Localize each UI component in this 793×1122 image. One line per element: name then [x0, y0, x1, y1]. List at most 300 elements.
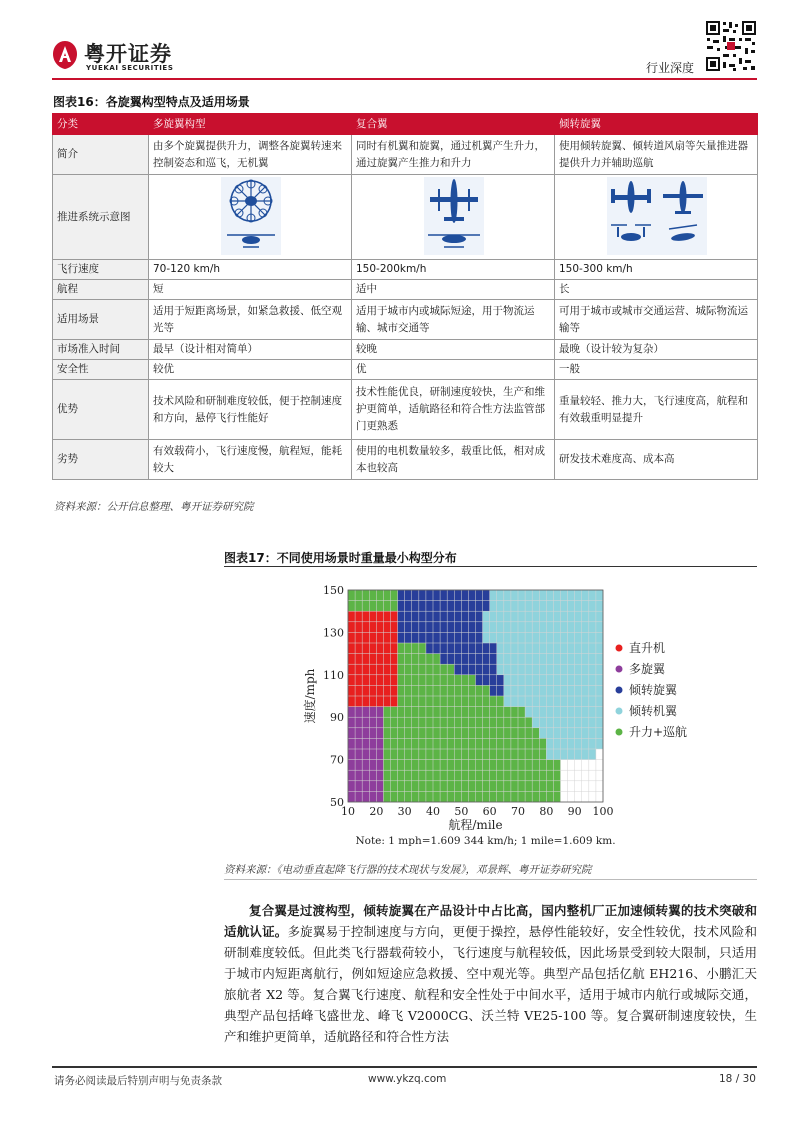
heatmap-cell [511, 675, 518, 686]
table-cell: 一般 [555, 360, 758, 380]
heatmap-cell [391, 696, 398, 707]
heatmap-cell [553, 770, 560, 781]
heatmap-cell [476, 728, 483, 739]
heatmap-cell [447, 622, 454, 633]
heatmap-cell [362, 781, 369, 792]
brand-logo-icon [52, 40, 78, 70]
heatmap-cell [348, 601, 355, 612]
heatmap-cell [454, 643, 461, 654]
heatmap-cell [447, 717, 454, 728]
paragraph-lead: 复合翼是过渡构型，倾转旋翼在产品设计中占比高，国内整机厂正加速倾转翼的技术突破和适航认证。 [224, 903, 757, 939]
heatmap-cell [575, 707, 582, 718]
heatmap-cell [483, 717, 490, 728]
heatmap-cell [483, 760, 490, 771]
heatmap-cell [426, 664, 433, 675]
heatmap-cell [412, 770, 419, 781]
heatmap-cell [405, 707, 412, 718]
table-row [53, 280, 758, 300]
heatmap-cell [582, 675, 589, 686]
heatmap-cell [582, 611, 589, 622]
heatmap-cell [561, 601, 568, 612]
heatmap-cell [468, 622, 475, 633]
table-cell: 70-120 km/h [149, 260, 352, 280]
heatmap-cell [412, 675, 419, 686]
heatmap-cell [348, 770, 355, 781]
heatmap-cell [596, 728, 603, 739]
table-cell: 优 [352, 360, 555, 380]
heatmap-cell [447, 707, 454, 718]
heatmap-cell [596, 696, 603, 707]
heatmap-cell [490, 664, 497, 675]
heatmap-cell [355, 675, 362, 686]
heatmap-cell [355, 622, 362, 633]
x-tick-label: 50 [454, 805, 469, 818]
heatmap-cell [391, 632, 398, 643]
heatmap-cell [461, 717, 468, 728]
heatmap-cell [391, 717, 398, 728]
heatmap-cell [447, 611, 454, 622]
heatmap-cell [391, 728, 398, 739]
heatmap-cell [440, 675, 447, 686]
heatmap-cell [504, 622, 511, 633]
heatmap-cell [454, 654, 461, 665]
heatmap-cell [589, 611, 596, 622]
heatmap-cell [362, 749, 369, 760]
heatmap-cell [476, 622, 483, 633]
heatmap-cell [504, 643, 511, 654]
row-category: 简介 [53, 135, 149, 175]
heatmap-cell [412, 717, 419, 728]
heatmap-cell [483, 654, 490, 665]
heatmap-cell [504, 728, 511, 739]
heatmap-cell [461, 770, 468, 781]
heatmap-cell [454, 728, 461, 739]
heatmap-cell [412, 601, 419, 612]
heatmap-cell [561, 590, 568, 601]
heatmap-cell [596, 664, 603, 675]
x-tick-label: 20 [369, 805, 384, 818]
heatmap-cell [539, 590, 546, 601]
heatmap-cell [376, 738, 383, 749]
heatmap-cell [412, 622, 419, 633]
heatmap-cell [398, 728, 405, 739]
heatmap-cell [532, 643, 539, 654]
heatmap-cell [405, 601, 412, 612]
heatmap-cell [447, 685, 454, 696]
heatmap-cell [398, 791, 405, 802]
heatmap-cell [525, 590, 532, 601]
heatmap-cell [589, 749, 596, 760]
table-cell: 150-200km/h [352, 260, 555, 280]
heatmap-cell [426, 696, 433, 707]
heatmap-cell [497, 622, 504, 633]
heatmap-cell [398, 760, 405, 771]
heatmap-cell [419, 707, 426, 718]
figure17-source: 资料来源：《电动垂直起降飞行器的技术现状与发展》，邓景辉、粤开证券研究院 [224, 864, 592, 876]
heatmap-cell [369, 654, 376, 665]
heatmap-cell [412, 685, 419, 696]
heatmap-cell [525, 654, 532, 665]
heatmap-cell [539, 654, 546, 665]
heatmap-cell [433, 622, 440, 633]
heatmap-cell [504, 749, 511, 760]
heatmap-cell [440, 760, 447, 771]
heatmap-cell [412, 590, 419, 601]
heatmap-cell [447, 738, 454, 749]
heatmap-cell [518, 760, 525, 771]
heatmap-cell [376, 696, 383, 707]
heatmap-cell [483, 590, 490, 601]
heatmap-cell [348, 707, 355, 718]
heatmap-cell [553, 717, 560, 728]
heatmap-cell [433, 738, 440, 749]
heatmap-cell [440, 770, 447, 781]
heatmap-cell [568, 611, 575, 622]
heatmap-cell [483, 622, 490, 633]
heatmap-cell [412, 749, 419, 760]
footer-website: www.ykzq.com [368, 1073, 447, 1085]
heatmap-cell [525, 749, 532, 760]
table-header-cell: 倾转旋翼 [555, 114, 758, 135]
heatmap-cell [497, 675, 504, 686]
heatmap-cell [553, 590, 560, 601]
heatmap-cell [461, 728, 468, 739]
table-header-cell: 分类 [53, 114, 149, 135]
heatmap-cell [490, 601, 497, 612]
heatmap-cell [483, 749, 490, 760]
heatmap-cell [362, 791, 369, 802]
heatmap-cell [461, 749, 468, 760]
heatmap-cell [539, 717, 546, 728]
heatmap-cell [355, 611, 362, 622]
heatmap-cell [518, 770, 525, 781]
heatmap-cell [391, 760, 398, 771]
heatmap-cell [405, 738, 412, 749]
heatmap-cell [440, 738, 447, 749]
heatmap-cell [568, 654, 575, 665]
heatmap-cell [355, 632, 362, 643]
heatmap-cell [546, 675, 553, 686]
heatmap-cell [504, 654, 511, 665]
heatmap-cell [532, 791, 539, 802]
heatmap-cell [525, 664, 532, 675]
heatmap-cell [468, 760, 475, 771]
heatmap-cell [348, 717, 355, 728]
heatmap-cell [355, 770, 362, 781]
heatmap-cell [575, 738, 582, 749]
heatmap-cell [568, 738, 575, 749]
heatmap-cell [405, 622, 412, 633]
heatmap-cell [476, 590, 483, 601]
heatmap-cell [419, 654, 426, 665]
heatmap-cell [532, 728, 539, 739]
legend-marker [616, 729, 623, 736]
row-category: 推进系统示意图 [53, 175, 149, 260]
heatmap-cell [391, 675, 398, 686]
heatmap-cell [468, 611, 475, 622]
heatmap-cell [568, 707, 575, 718]
heatmap-cell [376, 632, 383, 643]
heatmap-cell [546, 601, 553, 612]
heatmap-cell [369, 611, 376, 622]
heatmap-cell [454, 632, 461, 643]
heatmap-cell [518, 738, 525, 749]
table-cell: 同时有机翼和旋翼，通过机翼产生升力，通过旋翼产生推力和升力 [352, 135, 555, 175]
heatmap-cell [383, 632, 390, 643]
table-header-cell: 多旋翼构型 [149, 114, 352, 135]
heatmap-cell [376, 622, 383, 633]
heatmap-cell [532, 622, 539, 633]
heatmap-cell [433, 632, 440, 643]
heatmap-cell [461, 654, 468, 665]
heatmap-cell [504, 770, 511, 781]
heatmap-cell [504, 601, 511, 612]
heatmap-cell [589, 664, 596, 675]
heatmap-cell [398, 675, 405, 686]
heatmap-cell [476, 664, 483, 675]
table-cell: 有效载荷小，飞行速度慢，航程短，能耗较大 [149, 440, 352, 480]
heatmap-cell [454, 781, 461, 792]
heatmap-cell [589, 643, 596, 654]
heatmap-cell [398, 654, 405, 665]
heatmap-cell [383, 601, 390, 612]
heatmap-cell [376, 749, 383, 760]
paragraph-text: 多旋翼易于控制速度与方向，更便于操控，悬停性能较好，安全性较优，技术风险和研制难度较低。但此类飞行器载荷较小，飞行速度与航程较低，因此场景受到较大限制，只适用于城市内短距离航行，例如短途应急救援、空中观光等。典型产品包括亿航 EH216、小鹏汇天旅航者 X2 等。复合翼飞行速度、航程和安全性处于中间水平，适用于城市内航行或城际交通，典型产品包括峰飞盛世龙、峰飞 V2000CG、沃兰特 VE25-100 等。复合翼研制速度较快，生产和维护更简单，适航路径和符合性方法 [224, 924, 757, 1044]
y-tick-label: 50 [330, 796, 344, 809]
heatmap-cell [369, 685, 376, 696]
heatmap-cell [433, 760, 440, 771]
heatmap-cell [497, 590, 504, 601]
heatmap-cell [511, 622, 518, 633]
heatmap-cell [561, 717, 568, 728]
heatmap-cell [582, 707, 589, 718]
heatmap-cell [412, 696, 419, 707]
heatmap-cell [405, 675, 412, 686]
heatmap-cell [568, 664, 575, 675]
heatmap-cell [483, 738, 490, 749]
heatmap-cell [376, 590, 383, 601]
heatmap-cell [433, 654, 440, 665]
heatmap-cell [376, 601, 383, 612]
heatmap-cell [440, 632, 447, 643]
heatmap-cell [419, 696, 426, 707]
heatmap-cell [504, 664, 511, 675]
heatmap-cell [376, 770, 383, 781]
heatmap-cell [561, 707, 568, 718]
heatmap-cell [405, 632, 412, 643]
heatmap-cell [391, 654, 398, 665]
report-type-tag: 行业深度 [646, 61, 695, 75]
heatmap-cell [440, 643, 447, 654]
heatmap-cell [596, 622, 603, 633]
figure17-divider [224, 566, 757, 567]
heatmap-cell [348, 654, 355, 665]
config-heatmap-chart [290, 580, 710, 850]
heatmap-cell [476, 632, 483, 643]
row-category: 优势 [53, 380, 149, 440]
heatmap-cell [426, 781, 433, 792]
heatmap-cell [398, 781, 405, 792]
heatmap-cell [454, 601, 461, 612]
heatmap-cell [426, 707, 433, 718]
heatmap-cell [504, 590, 511, 601]
row-category: 航程 [53, 280, 149, 300]
heatmap-cell [405, 781, 412, 792]
heatmap-cell [369, 760, 376, 771]
heatmap-cell [483, 707, 490, 718]
heatmap-cell [575, 590, 582, 601]
heatmap-cell [532, 696, 539, 707]
heatmap-cell [575, 622, 582, 633]
heatmap-cell [433, 728, 440, 739]
heatmap-cell [490, 791, 497, 802]
heatmap-cell [405, 770, 412, 781]
heatmap-cell [518, 590, 525, 601]
heatmap-cell [355, 654, 362, 665]
heatmap-cell [546, 781, 553, 792]
tilt-rotor-diagram-cell [555, 175, 758, 260]
heatmap-cell [582, 643, 589, 654]
heatmap-cell [589, 728, 596, 739]
heatmap-cell [412, 707, 419, 718]
heatmap-cell [532, 760, 539, 771]
heatmap-cell [525, 781, 532, 792]
heatmap-cell [546, 749, 553, 760]
heatmap-cell [511, 781, 518, 792]
heatmap-cell [348, 611, 355, 622]
heatmap-cell [426, 760, 433, 771]
heatmap-cell [589, 675, 596, 686]
heatmap-cell [383, 590, 390, 601]
heatmap-cell [419, 622, 426, 633]
heatmap-cell [511, 728, 518, 739]
table-cell: 长 [555, 280, 758, 300]
heatmap-cell [348, 675, 355, 686]
x-tick-label: 60 [482, 805, 497, 818]
heatmap-cell [355, 643, 362, 654]
heatmap-cell [525, 601, 532, 612]
heatmap-cell [391, 590, 398, 601]
heatmap-cell [532, 781, 539, 792]
heatmap-cell [596, 707, 603, 718]
y-tick-label: 70 [330, 753, 344, 767]
heatmap-cell [539, 675, 546, 686]
heatmap-cell [568, 643, 575, 654]
heatmap-cell [553, 601, 560, 612]
heatmap-cell [376, 760, 383, 771]
heatmap-cell [589, 590, 596, 601]
heatmap-cell [490, 781, 497, 792]
heatmap-cell [369, 643, 376, 654]
heatmap-cell [596, 643, 603, 654]
heatmap-cell [391, 685, 398, 696]
heatmap-cell [391, 770, 398, 781]
heatmap-cell [568, 749, 575, 760]
heatmap-cell [582, 685, 589, 696]
heatmap-cell [561, 611, 568, 622]
heatmap-cell [511, 611, 518, 622]
compound-wing-diagram-icon [424, 177, 484, 255]
heatmap-cell [483, 685, 490, 696]
heatmap-cell [447, 696, 454, 707]
heatmap-cell [539, 760, 546, 771]
heatmap-cell [440, 749, 447, 760]
heatmap-cell [454, 685, 461, 696]
heatmap-cell [497, 781, 504, 792]
heatmap-cell [582, 622, 589, 633]
heatmap-cell [468, 770, 475, 781]
heatmap-cell [454, 717, 461, 728]
heatmap-cell [433, 770, 440, 781]
heatmap-cell [383, 622, 390, 633]
heatmap-cell [476, 749, 483, 760]
heatmap-cell [405, 611, 412, 622]
heatmap-cell [476, 717, 483, 728]
heatmap-cell [575, 728, 582, 739]
heatmap-cell [426, 770, 433, 781]
heatmap-cell [589, 601, 596, 612]
heatmap-cell [355, 781, 362, 792]
heatmap-cell [504, 791, 511, 802]
heatmap-cell [348, 728, 355, 739]
heatmap-cell [518, 664, 525, 675]
heatmap-cell [518, 717, 525, 728]
heatmap-cell [539, 749, 546, 760]
heatmap-cell [440, 717, 447, 728]
heatmap-cell [518, 675, 525, 686]
heatmap-cell [596, 611, 603, 622]
heatmap-cell [398, 632, 405, 643]
heatmap-cell [589, 707, 596, 718]
heatmap-cell [490, 717, 497, 728]
heatmap-cell [497, 611, 504, 622]
heatmap-cell [511, 632, 518, 643]
heatmap-cell [518, 791, 525, 802]
heatmap-cell [511, 664, 518, 675]
heatmap-cell [419, 664, 426, 675]
heatmap-cell [362, 590, 369, 601]
heatmap-cell [518, 622, 525, 633]
heatmap-cell [433, 675, 440, 686]
row-category: 市场准入时间 [53, 340, 149, 360]
heatmap-cell [461, 791, 468, 802]
heatmap-cell [546, 654, 553, 665]
heatmap-cell [483, 696, 490, 707]
y-tick-label: 130 [323, 626, 344, 640]
heatmap-cell [468, 664, 475, 675]
heatmap-cell [355, 749, 362, 760]
compound-wing-diagram-cell [352, 175, 555, 260]
heatmap-cell [490, 611, 497, 622]
x-tick-label: 30 [397, 805, 412, 818]
heatmap-cell [405, 760, 412, 771]
heatmap-cell [468, 601, 475, 612]
table-cell: 最晚（设计较为复杂） [555, 340, 758, 360]
heatmap-cell [440, 590, 447, 601]
heatmap-cell [582, 728, 589, 739]
rotor-config-table [52, 113, 758, 480]
heatmap-cell [376, 664, 383, 675]
heatmap-cell [433, 791, 440, 802]
heatmap-cell [476, 643, 483, 654]
heatmap-cell [355, 590, 362, 601]
heatmap-cell [525, 717, 532, 728]
heatmap-cell [348, 664, 355, 675]
heatmap-cell [568, 590, 575, 601]
heatmap-cell [398, 717, 405, 728]
heatmap-cell [525, 760, 532, 771]
heatmap-cell [433, 611, 440, 622]
